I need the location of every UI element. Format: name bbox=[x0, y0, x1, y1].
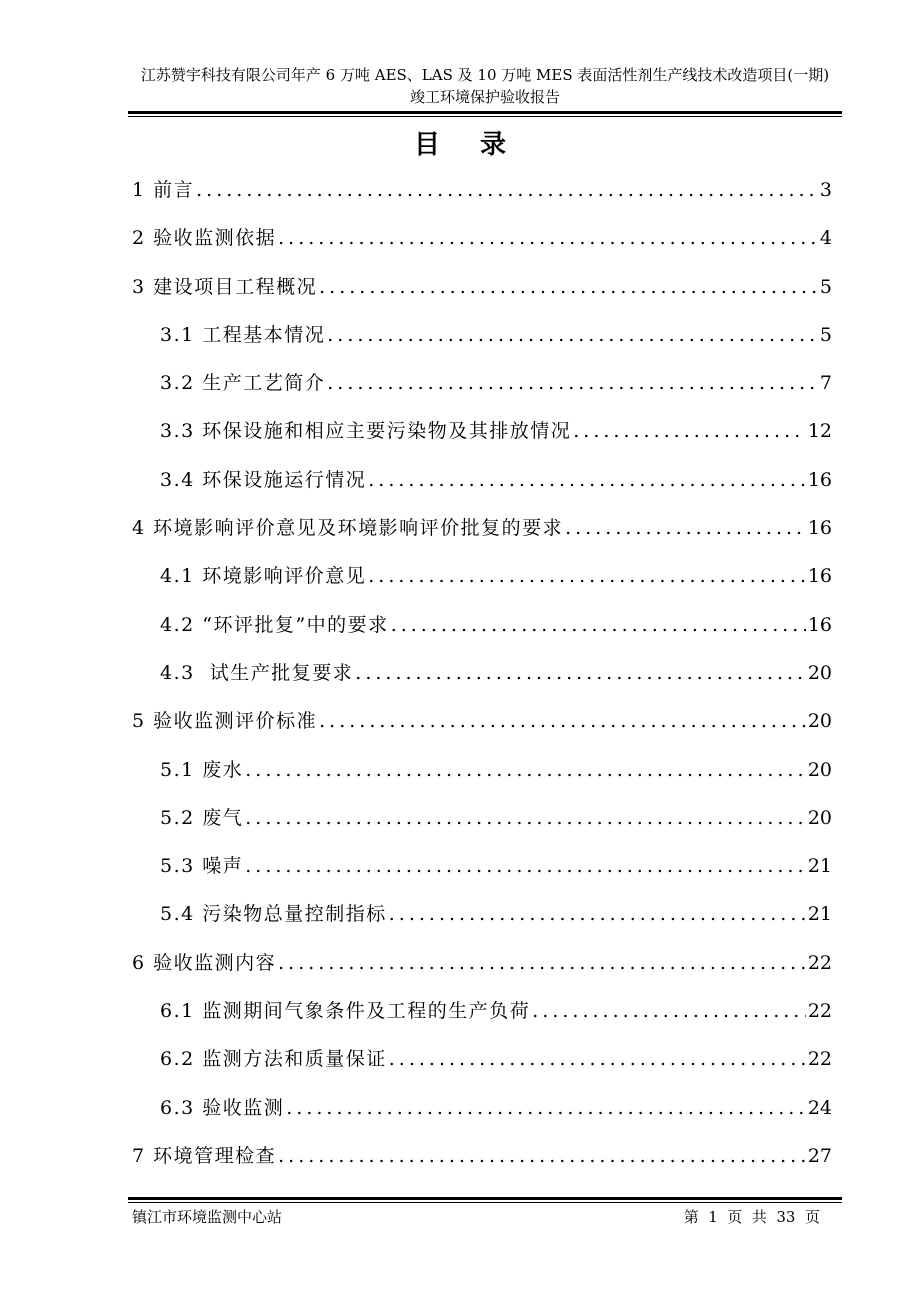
toc-entry-label: 6.2 监测方法和质量保证 bbox=[160, 1048, 387, 1071]
toc-entry-page: 3 bbox=[819, 179, 832, 201]
toc-entry-page: 20 bbox=[807, 806, 832, 829]
toc-leader bbox=[278, 1132, 806, 1180]
toc-entry-label: 4.2 “环评批复”中的要求 bbox=[160, 613, 389, 636]
toc-entry-label: 4.1 环境影响评价意见 bbox=[160, 565, 367, 588]
toc-entry-page: 27 bbox=[807, 1144, 832, 1167]
toc-entry-page: 5 bbox=[819, 323, 832, 346]
toc-subentry[interactable] bbox=[132, 359, 832, 407]
toc-subentry[interactable] bbox=[132, 987, 832, 1035]
toc-entry-label: 5.3 噪声 bbox=[160, 855, 244, 878]
toc-title: 目录 bbox=[413, 130, 546, 160]
footer-organization: 镇江市环境监测中心站 bbox=[132, 1208, 283, 1226]
toc-subentry[interactable] bbox=[132, 890, 832, 938]
toc-entry[interactable] bbox=[132, 214, 832, 262]
toc-entry[interactable] bbox=[132, 166, 832, 214]
toc-entry[interactable] bbox=[132, 1132, 832, 1180]
toc-leader bbox=[245, 842, 806, 890]
toc-leader bbox=[389, 890, 806, 938]
toc-entry-label: 3 建设项目工程概况 bbox=[132, 275, 318, 298]
toc-leader bbox=[389, 1035, 806, 1083]
toc-entry-label: 5.2 废气 bbox=[160, 806, 244, 829]
toc-subentry[interactable] bbox=[132, 746, 832, 794]
toc-leader bbox=[319, 263, 818, 311]
toc-entry-page: 12 bbox=[807, 420, 832, 443]
toc-entry-page: 22 bbox=[807, 1048, 832, 1071]
toc-entry-label: 3.3 环保设施和相应主要污染物及其排放情况 bbox=[160, 420, 572, 443]
toc-entry-label: 5 验收监测评价标准 bbox=[132, 710, 318, 733]
toc-leader bbox=[368, 456, 806, 504]
header-rule-thin bbox=[128, 116, 842, 117]
toc-entry-page: 24 bbox=[807, 1096, 832, 1119]
toc-entry-page: 5 bbox=[819, 275, 832, 298]
toc-leader bbox=[278, 939, 806, 987]
toc-entry-label: 6.1 监测期间气象条件及工程的生产负荷 bbox=[160, 1000, 531, 1023]
toc-entry-label: 2 验收监测依据 bbox=[132, 227, 277, 250]
toc-entry-label: 7 环境管理检查 bbox=[132, 1144, 277, 1167]
toc-entry-label: 4.3 试生产批复要求 bbox=[160, 661, 354, 684]
toc-entry[interactable] bbox=[132, 939, 832, 987]
toc-entry-label: 6 验收监测内容 bbox=[132, 951, 277, 974]
toc-leader bbox=[278, 214, 818, 262]
toc-subentry[interactable] bbox=[132, 456, 832, 504]
toc-subentry[interactable] bbox=[132, 1084, 832, 1132]
toc-entry-label: 3.4 环保设施运行情况 bbox=[160, 468, 367, 491]
toc-subentry[interactable] bbox=[132, 794, 832, 842]
toc-entry-label: 1 前言 bbox=[132, 179, 195, 201]
toc-leader bbox=[286, 1084, 806, 1132]
toc-leader bbox=[391, 601, 806, 649]
toc-leader bbox=[565, 504, 806, 552]
toc-subentry[interactable] bbox=[132, 407, 832, 455]
toc-leader bbox=[245, 794, 806, 842]
toc-entry-label: 4 环境影响评价意见及环境影响评价批复的要求 bbox=[132, 517, 564, 540]
header-report-title: 竣工环境保护验收报告 bbox=[409, 88, 560, 106]
footer-rule-thin bbox=[128, 1202, 842, 1203]
toc-leader bbox=[368, 552, 806, 600]
toc-entry-page: 16 bbox=[807, 517, 832, 540]
toc-subentry[interactable] bbox=[132, 649, 832, 697]
toc-leader bbox=[327, 311, 818, 359]
toc-entry-page: 16 bbox=[807, 565, 832, 588]
toc-entry-page: 16 bbox=[807, 468, 832, 491]
toc-entry-page: 21 bbox=[807, 855, 832, 878]
toc-entry-page: 22 bbox=[807, 1000, 832, 1023]
toc-entry-page: 20 bbox=[807, 661, 832, 684]
toc-leader bbox=[196, 166, 818, 214]
toc-entry-page: 22 bbox=[807, 951, 832, 974]
toc-entry[interactable] bbox=[132, 263, 832, 311]
toc-subentry[interactable] bbox=[132, 842, 832, 890]
toc-entry[interactable] bbox=[132, 504, 832, 552]
running-header bbox=[128, 64, 842, 108]
toc-entry-label: 3.2 生产工艺简介 bbox=[160, 372, 326, 395]
toc-entry-page: 20 bbox=[807, 710, 832, 733]
toc-leader bbox=[245, 746, 806, 794]
footer-page-number: 第 1 页 共 33 页 bbox=[683, 1208, 820, 1226]
toc-subentry[interactable] bbox=[132, 552, 832, 600]
toc-leader bbox=[532, 987, 806, 1035]
header-project-title: 江苏赞宇科技有限公司年产 6 万吨 AES、LAS 及 10 万吨 MES 表面活性剂生产线技术改造项目(一期) bbox=[140, 66, 830, 84]
toc-entry-page: 4 bbox=[819, 227, 832, 250]
toc-entry-page: 20 bbox=[807, 758, 832, 781]
toc-entry-label: 6.3 验收监测 bbox=[160, 1096, 285, 1119]
table-of-contents bbox=[132, 166, 832, 1180]
toc-leader bbox=[573, 407, 806, 455]
toc-entry-page: 16 bbox=[807, 613, 832, 636]
toc-entry-label: 5.1 废水 bbox=[160, 758, 244, 781]
toc-subentry[interactable] bbox=[132, 1035, 832, 1083]
toc-entry-page: 21 bbox=[807, 903, 832, 926]
header-rule bbox=[128, 111, 842, 114]
toc-entry-page: 7 bbox=[819, 372, 832, 395]
footer-rule bbox=[128, 1197, 842, 1200]
toc-entry-label: 5.4 污染物总量控制指标 bbox=[160, 903, 387, 926]
toc-leader bbox=[355, 649, 806, 697]
toc-entry[interactable] bbox=[132, 697, 832, 745]
toc-subentry[interactable] bbox=[132, 601, 832, 649]
toc-subentry[interactable] bbox=[132, 311, 832, 359]
toc-leader bbox=[327, 359, 818, 407]
toc-leader bbox=[319, 697, 806, 745]
toc-entry-label: 3.1 工程基本情况 bbox=[160, 323, 326, 346]
